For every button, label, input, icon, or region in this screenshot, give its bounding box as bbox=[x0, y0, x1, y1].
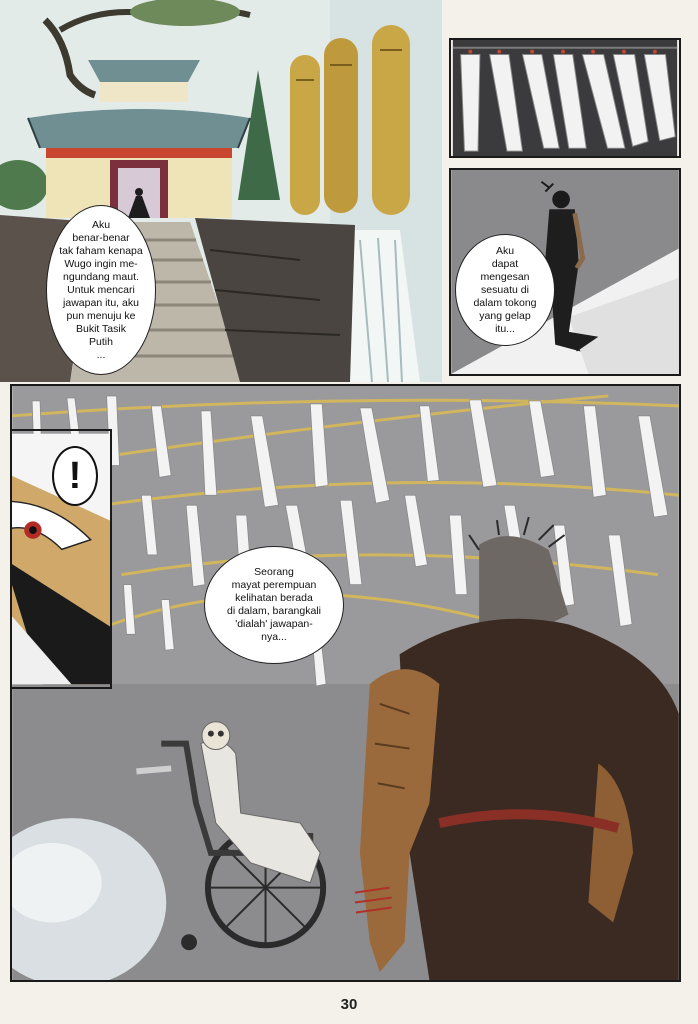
caption-bubble-silhouette: Aku dapat mengesan sesuatu di dalam tokong yang gelap itu... bbox=[455, 234, 555, 346]
exclamation-bubble: ! bbox=[52, 446, 98, 506]
panel-talismans bbox=[449, 38, 681, 158]
caption-bubble-reveal: Seorang mayat perempuan kelihatan berada di dalam, barangkali 'dialah' jawapan- nya... bbox=[204, 546, 344, 664]
talismans-artwork bbox=[451, 40, 679, 156]
panel-temple bbox=[0, 0, 442, 382]
panel-silhouette bbox=[449, 168, 681, 376]
caption-bubble-temple: Aku benar-benar tak faham kenapa Wugo ingin me- ngundang maut. Untuk mencari jawapan itu, aku pun menuju ke Bukit Tasik Putih ... bbox=[46, 205, 156, 375]
page-number: 30 bbox=[340, 996, 358, 1013]
panel-reveal bbox=[10, 384, 681, 982]
reveal-artwork bbox=[12, 386, 679, 980]
